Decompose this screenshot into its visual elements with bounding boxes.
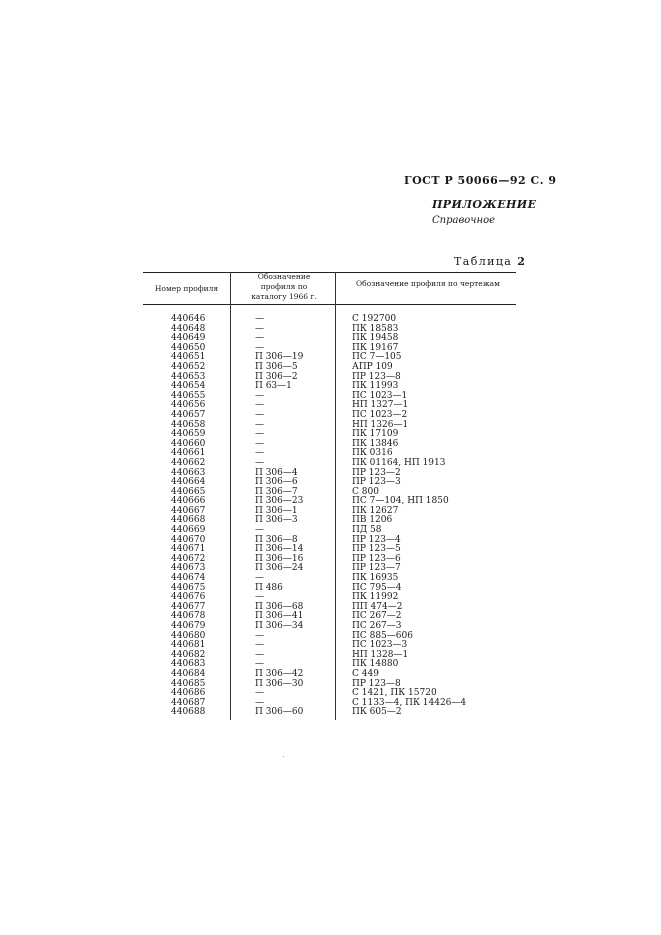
catalog-designation-cell: — bbox=[255, 659, 264, 670]
profile-number-cell: 440682 bbox=[171, 649, 206, 660]
drawing-designation-cell: С 1133—4, ПК 14426—4 bbox=[352, 697, 467, 708]
profile-number-cell: 440668 bbox=[171, 515, 206, 526]
profile-number-cell: 440687 bbox=[171, 697, 206, 708]
header-catalog-designation: Обозначение профиля по каталогу 1966 г. bbox=[251, 272, 317, 301]
table-row bbox=[143, 708, 516, 718]
appendix-type: Справочное bbox=[432, 215, 496, 226]
catalog-designation-cell: — bbox=[255, 630, 264, 641]
drawing-designation-cell: ПР 123—3 bbox=[352, 477, 401, 488]
catalog-designation-cell: — bbox=[255, 390, 264, 401]
drawing-designation-cell: ПК 01164, НП 1913 bbox=[352, 457, 446, 468]
drawing-designation-cell: ПС 267—2 bbox=[352, 611, 402, 622]
drawing-designation-cell: ПС 7—104, НП 1850 bbox=[352, 496, 449, 507]
catalog-designation-cell: — bbox=[255, 419, 264, 430]
profile-number-cell: 440649 bbox=[171, 333, 206, 344]
drawing-designation-cell: НП 1326—1 bbox=[352, 419, 409, 430]
drawing-designation-cell: ПР 123—4 bbox=[352, 534, 401, 545]
standard-designation: ГОСТ Р 50066—92 С. 9 bbox=[404, 174, 557, 187]
catalog-designation-cell: — bbox=[255, 649, 264, 660]
catalog-designation-cell: П 306—8 bbox=[255, 534, 298, 545]
drawing-designation-cell: ПК 16935 bbox=[352, 573, 399, 584]
drawing-designation-cell: АПР 109 bbox=[352, 361, 393, 372]
profile-number-cell: 440683 bbox=[171, 659, 206, 670]
appendix-title: ПРИЛОЖЕНИЕ bbox=[432, 198, 537, 211]
catalog-designation-cell: П 306—4 bbox=[255, 467, 298, 478]
catalog-designation-cell: — bbox=[255, 697, 264, 708]
profile-number-cell: 440670 bbox=[171, 534, 206, 545]
profile-number-cell: 440684 bbox=[171, 668, 206, 679]
profile-number-cell: 440656 bbox=[171, 400, 206, 411]
catalog-designation-cell: П 306—41 bbox=[255, 611, 304, 622]
drawing-designation-cell: ПС 7—105 bbox=[352, 352, 402, 363]
profile-number-cell: 440669 bbox=[171, 525, 206, 536]
catalog-designation-cell: — bbox=[255, 688, 264, 699]
catalog-designation-cell: П 306—1 bbox=[255, 505, 298, 516]
catalog-designation-cell: П 306—16 bbox=[255, 553, 304, 564]
catalog-designation-cell: — bbox=[255, 333, 264, 344]
drawing-designation-cell: ПК 19458 bbox=[352, 333, 399, 344]
table-top-rule bbox=[143, 272, 516, 273]
header-drawing-designation: Обозначение профиля по чертежам bbox=[356, 279, 500, 288]
catalog-designation-cell: — bbox=[255, 409, 264, 420]
profile-number-cell: 440675 bbox=[171, 582, 206, 593]
drawing-designation-cell: ПК 17109 bbox=[352, 429, 399, 440]
catalog-designation-cell: — bbox=[255, 314, 264, 324]
profile-number-cell: 440673 bbox=[171, 563, 206, 574]
profile-number-cell: 440650 bbox=[171, 342, 206, 353]
drawing-designation-cell: ПС 1023—3 bbox=[352, 640, 408, 651]
catalog-designation-cell: П 306—30 bbox=[255, 678, 304, 689]
profile-number-cell: 440688 bbox=[171, 707, 206, 718]
drawing-designation-cell: ПР 123—8 bbox=[352, 371, 401, 382]
catalog-designation-cell: П 486 bbox=[255, 582, 283, 593]
catalog-designation-cell: — bbox=[255, 342, 264, 353]
drawing-designation-cell: ПР 123—2 bbox=[352, 467, 401, 478]
profile-number-cell: 440677 bbox=[171, 601, 206, 612]
profile-number-cell: 440658 bbox=[171, 419, 206, 430]
drawing-designation-cell: ПП 474—2 bbox=[352, 601, 403, 612]
profile-number-cell: 440659 bbox=[171, 429, 206, 440]
profile-number-cell: 440681 bbox=[171, 640, 206, 651]
catalog-designation-cell: П 306—5 bbox=[255, 361, 298, 372]
drawing-designation-cell: ПС 1023—1 bbox=[352, 390, 408, 401]
profile-number-cell: 440652 bbox=[171, 361, 206, 372]
catalog-designation-cell: П 306—68 bbox=[255, 601, 304, 612]
catalog-designation-cell: — bbox=[255, 448, 264, 459]
drawing-designation-cell: ПС 885—606 bbox=[352, 630, 413, 641]
profile-number-cell: 440662 bbox=[171, 457, 206, 468]
catalog-designation-cell: — bbox=[255, 438, 264, 449]
drawing-designation-cell: ПК 12627 bbox=[352, 505, 399, 516]
drawing-designation-cell: ПК 13846 bbox=[352, 438, 399, 449]
catalog-designation-cell: — bbox=[255, 323, 264, 334]
drawing-designation-cell: НП 1328—1 bbox=[352, 649, 409, 660]
profile-number-cell: 440657 bbox=[171, 409, 206, 420]
catalog-designation-cell: — bbox=[255, 640, 264, 651]
catalog-designation-cell: П 306—24 bbox=[255, 563, 304, 574]
table-header-rule bbox=[143, 304, 516, 305]
catalog-designation-cell: П 306—42 bbox=[255, 668, 304, 679]
catalog-designation-cell: П 306—60 bbox=[255, 707, 304, 718]
scan-speck bbox=[283, 756, 284, 757]
profile-number-cell: 440665 bbox=[171, 486, 206, 497]
catalog-designation-cell: — bbox=[255, 429, 264, 440]
profile-number-cell: 440674 bbox=[171, 573, 206, 584]
profile-number-cell: 440672 bbox=[171, 553, 206, 564]
profile-number-cell: 440678 bbox=[171, 611, 206, 622]
catalog-designation-cell: — bbox=[255, 592, 264, 603]
table-body bbox=[143, 315, 516, 718]
drawing-designation-cell: ПС 1023—2 bbox=[352, 409, 408, 420]
catalog-designation-cell: П 306—23 bbox=[255, 496, 304, 507]
profile-number-cell: 440655 bbox=[171, 390, 206, 401]
drawing-designation-cell: С 449 bbox=[352, 668, 379, 679]
profile-number-cell: 440660 bbox=[171, 438, 206, 449]
table-caption bbox=[454, 255, 525, 268]
profile-number-cell: 440679 bbox=[171, 621, 206, 631]
profile-number-cell: 440666 bbox=[171, 496, 206, 507]
table-number: 2 bbox=[517, 255, 525, 268]
catalog-designation-cell: П 306—19 bbox=[255, 352, 304, 363]
catalog-designation-cell: П 306—7 bbox=[255, 486, 298, 497]
profile-number-cell: 440667 bbox=[171, 505, 206, 516]
drawing-designation-cell: ПК 605—2 bbox=[352, 707, 402, 718]
catalog-designation-cell: — bbox=[255, 525, 264, 536]
catalog-designation-cell: П 306—14 bbox=[255, 544, 304, 555]
catalog-designation-cell: — bbox=[255, 457, 264, 468]
drawing-designation-cell: ПД 58 bbox=[352, 525, 382, 536]
catalog-designation-cell: — bbox=[255, 573, 264, 584]
catalog-designation-cell: П 306—34 bbox=[255, 621, 304, 631]
catalog-designation-cell: П 306—6 bbox=[255, 477, 298, 488]
profile-number-cell: 440651 bbox=[171, 352, 206, 363]
profile-number-cell: 440676 bbox=[171, 592, 206, 603]
table-word: Таблица bbox=[454, 255, 513, 268]
catalog-designation-cell: — bbox=[255, 400, 264, 411]
drawing-designation-cell: ПР 123—6 bbox=[352, 553, 401, 564]
profile-number-cell: 440661 bbox=[171, 448, 206, 459]
drawing-designation-cell: ПК 11993 bbox=[352, 381, 399, 392]
drawing-designation-cell: ПР 123—5 bbox=[352, 544, 401, 555]
drawing-designation-cell: НП 1327—1 bbox=[352, 400, 409, 411]
drawing-designation-cell: ПР 123—7 bbox=[352, 563, 401, 574]
profile-number-cell: 440663 bbox=[171, 467, 206, 478]
catalog-designation-cell: П 63—1 bbox=[255, 381, 292, 392]
drawing-designation-cell: ПК 18583 bbox=[352, 323, 399, 334]
drawing-designation-cell: ПК 11992 bbox=[352, 592, 399, 603]
profile-number-cell: 440654 bbox=[171, 381, 206, 392]
drawing-designation-cell: ПК 19167 bbox=[352, 342, 399, 353]
drawing-designation-cell: С 192700 bbox=[352, 314, 397, 324]
profile-number-cell: 440686 bbox=[171, 688, 206, 699]
profile-number-cell: 440646 bbox=[171, 314, 206, 324]
drawing-designation-cell: ПС 795—4 bbox=[352, 582, 402, 593]
drawing-designation-cell: ПС 267—3 bbox=[352, 621, 402, 631]
catalog-designation-cell: П 306—3 bbox=[255, 515, 298, 526]
drawing-designation-cell: С 1421, ПК 15720 bbox=[352, 688, 437, 699]
drawing-designation-cell: С 800 bbox=[352, 486, 379, 497]
drawing-designation-cell: ПВ 1206 bbox=[352, 515, 393, 526]
profile-number-cell: 440664 bbox=[171, 477, 206, 488]
drawing-designation-cell: ПК 0316 bbox=[352, 448, 393, 459]
drawing-designation-cell: ПК 14880 bbox=[352, 659, 399, 670]
header-profile-number: Номер профиля bbox=[154, 284, 219, 293]
catalog-designation-cell: П 306—2 bbox=[255, 371, 298, 382]
profile-number-cell: 440653 bbox=[171, 371, 206, 382]
drawing-designation-cell: ПР 123—8 bbox=[352, 678, 401, 689]
profile-number-cell: 440685 bbox=[171, 678, 206, 689]
profile-number-cell: 440671 bbox=[171, 544, 206, 555]
profile-number-cell: 440648 bbox=[171, 323, 206, 334]
profile-number-cell: 440680 bbox=[171, 630, 206, 641]
